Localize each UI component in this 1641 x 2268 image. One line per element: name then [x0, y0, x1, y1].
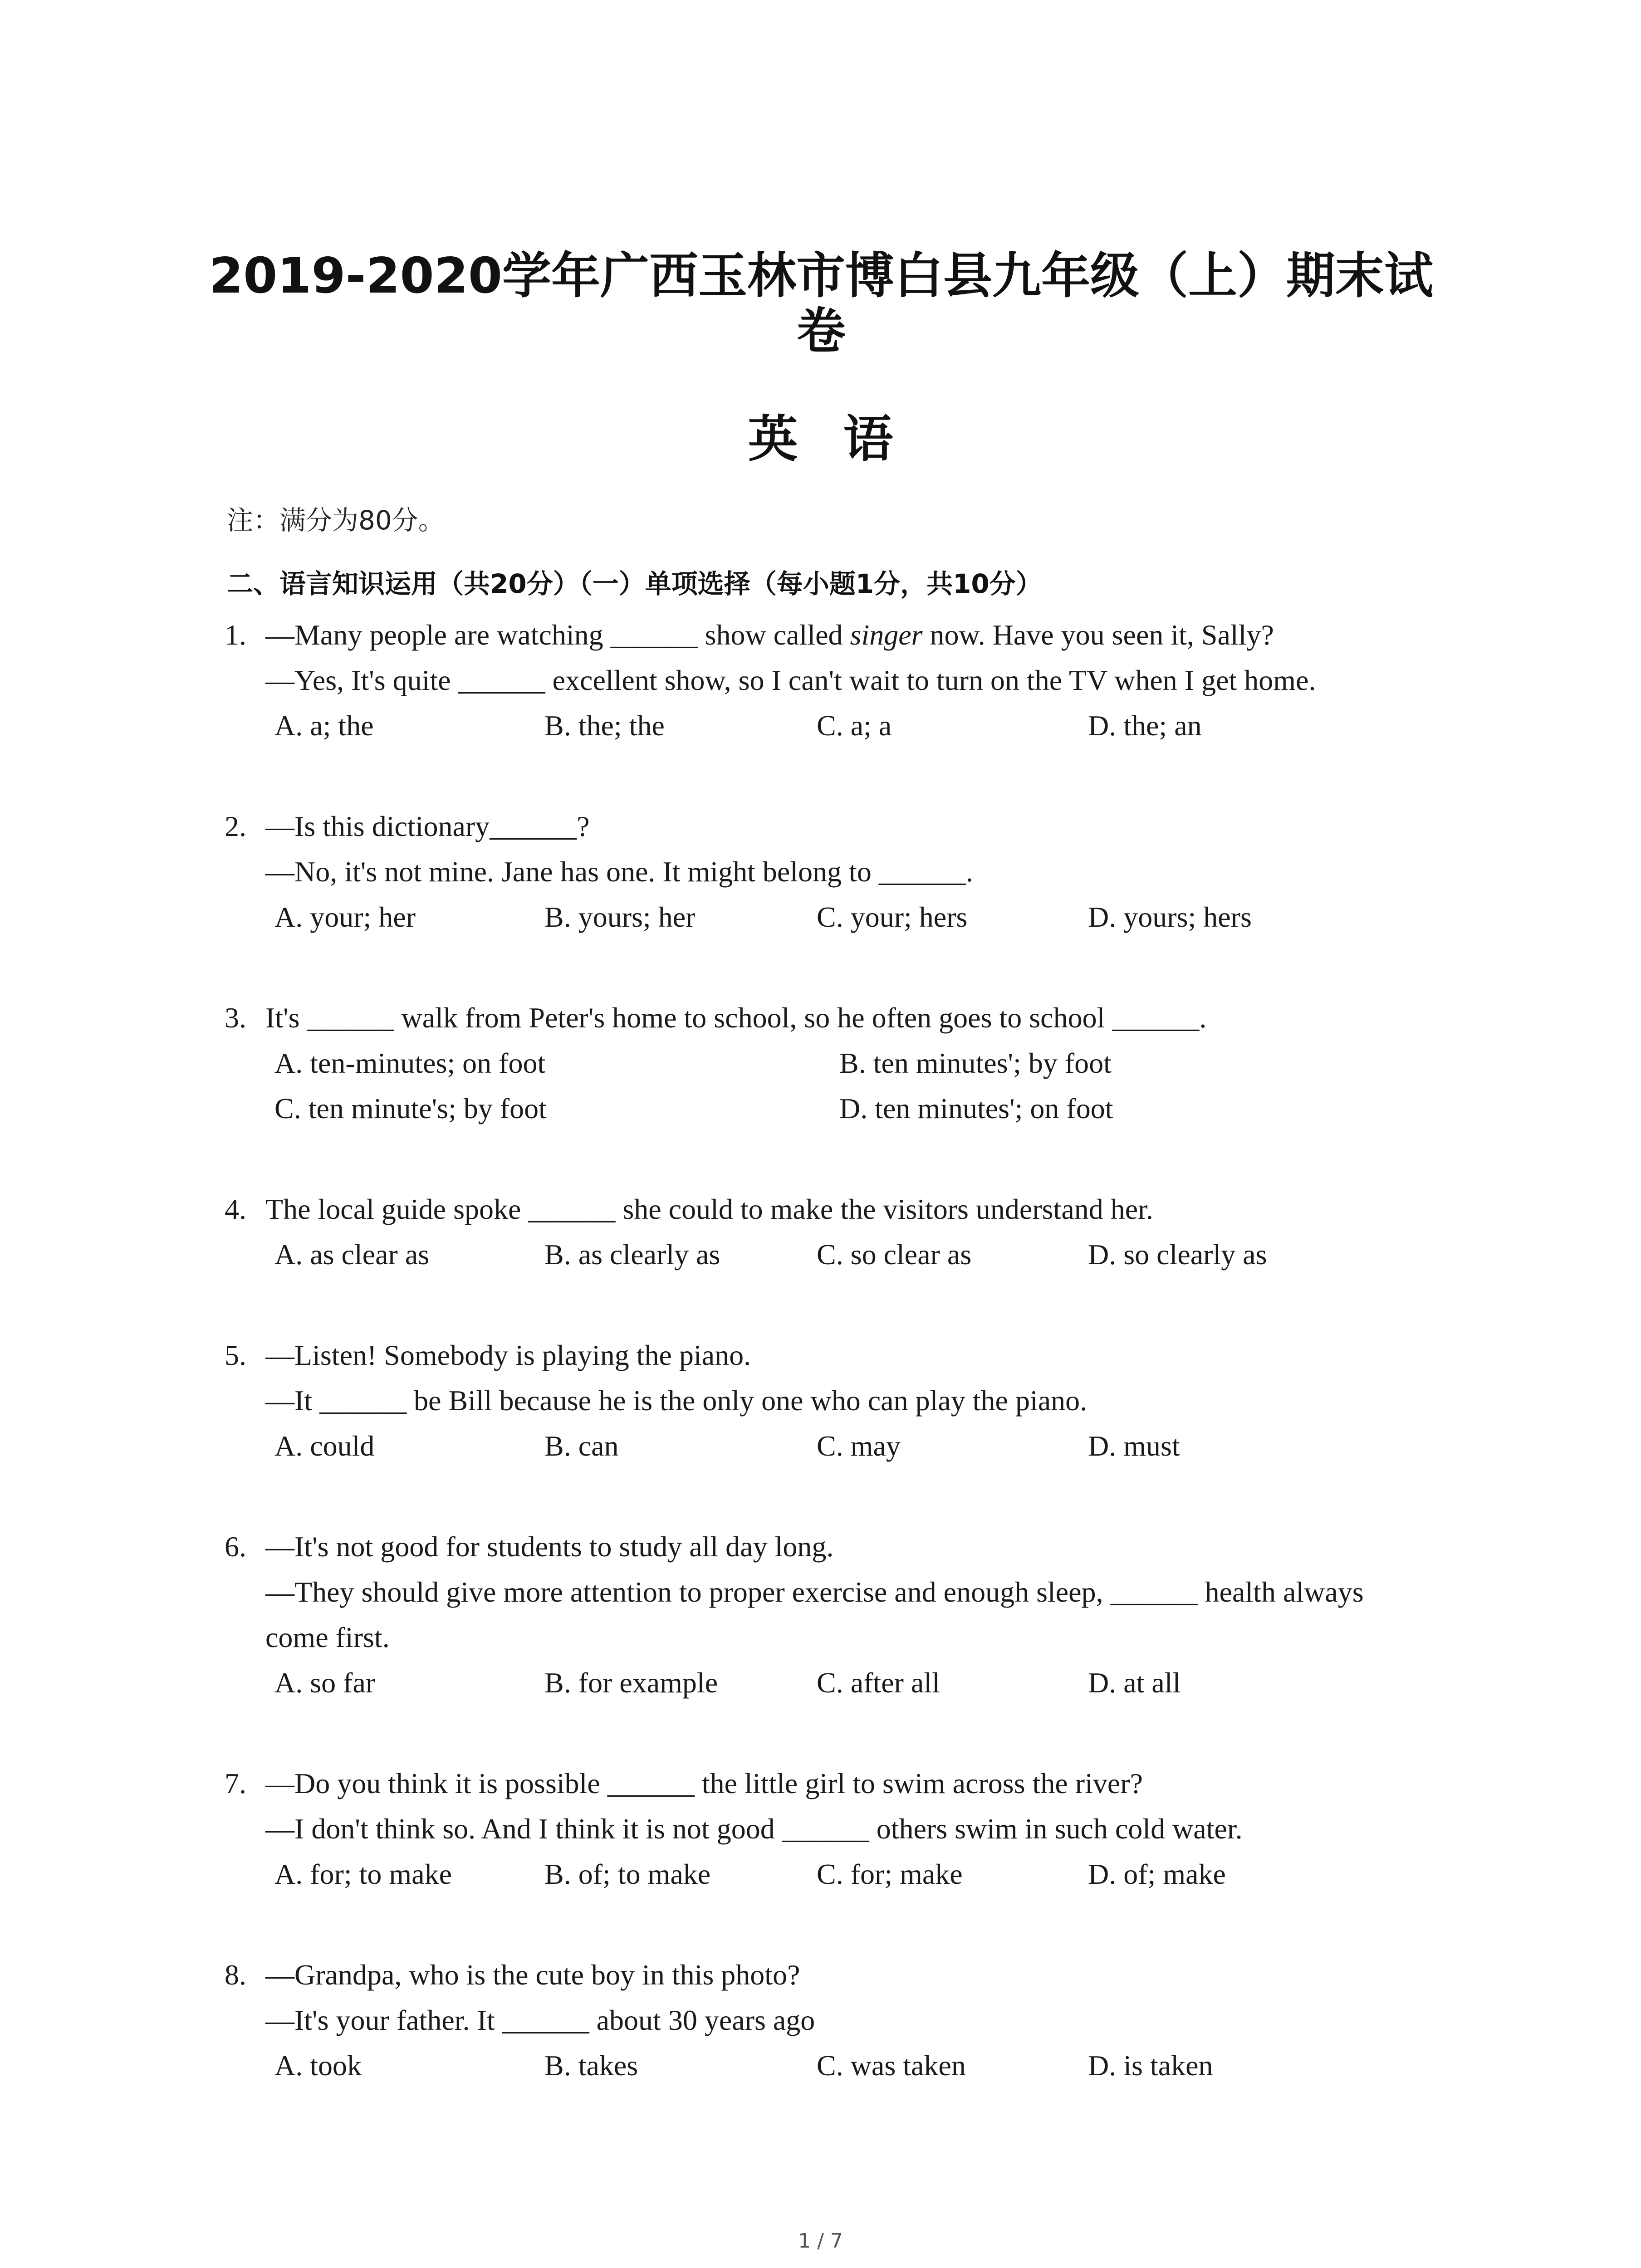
question-line: —It's your father. It ______ about 30 years ago [265, 2004, 815, 2036]
option-a: A. ten-minutes; on foot [274, 1047, 546, 1079]
question-number: 7. [225, 1767, 246, 1799]
option-b: B. the; the [544, 709, 665, 742]
score-note: 注：满分为80分。 [227, 505, 445, 536]
option-d: D. at all [1088, 1667, 1181, 1699]
question-line: —Yes, It's quite ______ excellent show, so I can't wait to turn on the TV when I get home. [265, 664, 1316, 696]
question-number: 4. [225, 1193, 246, 1225]
option-a: A. for; to make [274, 1858, 452, 1890]
option-b: B. for example [544, 1667, 718, 1699]
option-c: C. was taken [817, 2049, 966, 2082]
option-b: B. takes [544, 2049, 638, 2082]
question-line: —Listen! Somebody is playing the piano. [265, 1339, 751, 1371]
question-line: It's ______ walk from Peter's home to school, so he often goes to school ______. [265, 1002, 1207, 1034]
option-d: D. is taken [1088, 2049, 1213, 2082]
question-line: —It's not good for students to study all day long. [265, 1530, 834, 1563]
question-number: 6. [225, 1530, 246, 1563]
option-c: C. so clear as [817, 1238, 972, 1271]
question-line: come first. [265, 1621, 390, 1653]
option-c: C. after all [817, 1667, 940, 1699]
question-line: —They should give more attention to proper exercise and enough sleep, ______ health always [265, 1576, 1364, 1608]
option-c: C. your; hers [817, 901, 968, 933]
option-c: C. ten minute's; by foot [274, 1092, 547, 1124]
option-a: A. as clear as [274, 1238, 430, 1271]
question-line: —No, it's not mine. Jane has one. It might belong to ______. [265, 855, 973, 888]
question-line: —I don't think so. And I think it is not good ______ others swim in such cold water. [265, 1813, 1243, 1845]
option-a: A. took [274, 2049, 362, 2082]
option-a: A. your; her [274, 901, 416, 933]
question-line: —Many people are watching ______ show called singer now. Have you seen it, Sally? [265, 619, 1274, 651]
question-number: 2. [225, 810, 246, 842]
option-a: A. a; the [274, 709, 374, 742]
question-number: 1. [225, 619, 246, 651]
option-d: D. the; an [1088, 709, 1202, 742]
option-c: C. may [817, 1430, 901, 1462]
option-b: B. as clearly as [544, 1238, 720, 1271]
option-a: A. could [274, 1430, 375, 1462]
subject-heading: 英语 [748, 410, 939, 468]
question-number: 8. [225, 1959, 246, 1991]
question-line: —Do you think it is possible ______ the little girl to swim across the river? [265, 1767, 1143, 1799]
option-c: C. for; make [817, 1858, 963, 1890]
option-d: D. ten minutes'; on foot [839, 1092, 1113, 1124]
option-d: D. so clearly as [1088, 1238, 1267, 1271]
option-d: D. must [1088, 1430, 1180, 1462]
question-number: 3. [225, 1002, 246, 1034]
option-a: A. so far [274, 1667, 376, 1699]
option-b: B. ten minutes'; by foot [839, 1047, 1112, 1079]
option-c: C. a; a [817, 709, 892, 742]
option-b: B. can [544, 1430, 619, 1462]
page-number: 1 / 7 [798, 2229, 843, 2253]
option-b: B. yours; her [544, 901, 696, 933]
option-d: D. yours; hers [1088, 901, 1252, 933]
question-line: The local guide spoke ______ she could to make the visitors understand her. [265, 1193, 1153, 1225]
option-b: B. of; to make [544, 1858, 711, 1890]
exam-title: 2019-2020学年广西玉林市博白县九年级（上）期末试卷 [209, 248, 1433, 360]
question-line: —It ______ be Bill because he is the only one who can play the piano. [265, 1384, 1087, 1417]
question-number: 5. [225, 1339, 246, 1371]
question-line: —Is this dictionary______? [265, 810, 590, 842]
question-line: —Grandpa, who is the cute boy in this photo? [265, 1959, 800, 1991]
section-heading: 二、语言知识运用（共20分）（一）单项选择（每小题1分，共10分） [227, 568, 1042, 599]
option-d: D. of; make [1088, 1858, 1226, 1890]
